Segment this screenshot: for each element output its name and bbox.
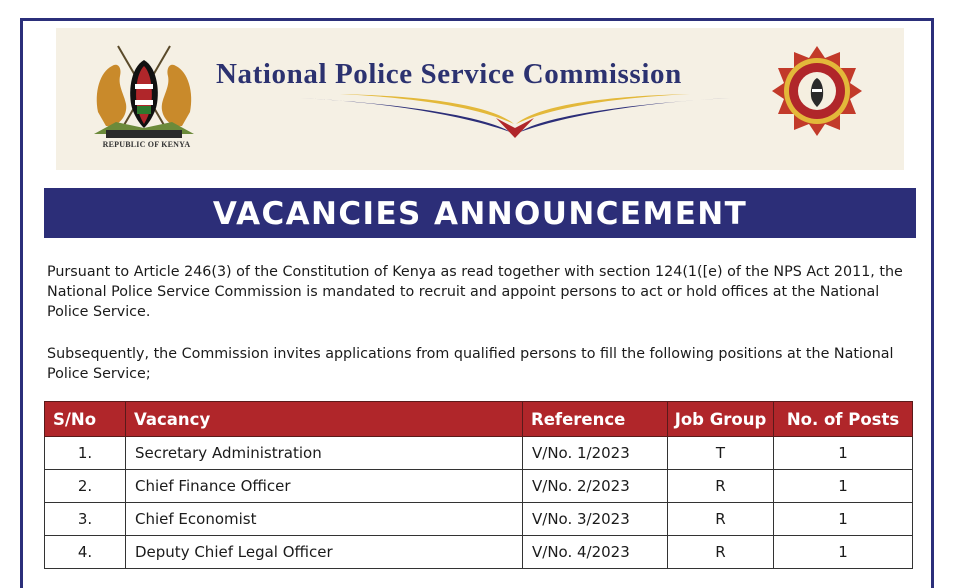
- header-vacancy: Vacancy: [126, 402, 523, 437]
- nps-commission-seal-icon: [770, 44, 864, 138]
- cell-no-of-posts: 1: [774, 470, 913, 503]
- cell-job-group: R: [668, 470, 774, 503]
- crest-caption: REPUBLIC OF KENYA: [102, 140, 191, 149]
- cell-reference: V/No. 1/2023: [523, 437, 668, 470]
- cell-job-group: R: [668, 503, 774, 536]
- table-row: [45, 503, 913, 536]
- cell-vacancy: Chief Finance Officer: [126, 470, 523, 503]
- cell-vacancy: Deputy Chief Legal Officer: [126, 536, 523, 569]
- cell-sno: 3.: [45, 503, 126, 536]
- cell-vacancy: Secretary Administration: [126, 437, 523, 470]
- cell-no-of-posts: 1: [774, 437, 913, 470]
- kenya-coat-of-arms-icon: [88, 42, 200, 152]
- cell-reference: V/No. 2/2023: [523, 470, 668, 503]
- table-header-row: [45, 402, 913, 437]
- cell-no-of-posts: 1: [774, 503, 913, 536]
- org-title: National Police Service Commission: [216, 58, 682, 90]
- page-title: VACANCIES ANNOUNCEMENT: [44, 188, 916, 238]
- table-row: [45, 536, 913, 569]
- invite-paragraph: Subsequently, the Commission invites applications from qualified persons to fill the following positions at the National Police Service;: [47, 346, 894, 382]
- cell-job-group: R: [668, 536, 774, 569]
- cell-no-of-posts: 1: [774, 536, 913, 569]
- cell-sno: 2.: [45, 470, 126, 503]
- vacancies-table: [44, 401, 913, 569]
- intro-paragraph: Pursuant to Article 246(3) of the Constitution of Kenya as read together with section 124(1([e) of the NPS Act 2011, the National Police Service Commission is mandated to recruit and appoint persons to act or hold offices at the National Police Service.: [47, 264, 903, 320]
- cell-sno: 1.: [45, 437, 126, 470]
- cell-reference: V/No. 4/2023: [523, 536, 668, 569]
- header-reference: Reference: [523, 402, 668, 437]
- header-job-group: Job Group: [668, 402, 774, 437]
- cell-sno: 4.: [45, 536, 126, 569]
- cell-job-group: T: [668, 437, 774, 470]
- header-sno: S/No: [45, 402, 126, 437]
- flag-swoosh-icon: [300, 92, 730, 142]
- header-no-of-posts: No. of Posts: [774, 402, 913, 437]
- table-row: [45, 437, 913, 470]
- cell-reference: V/No. 3/2023: [523, 503, 668, 536]
- table-row: [45, 470, 913, 503]
- cell-vacancy: Chief Economist: [126, 503, 523, 536]
